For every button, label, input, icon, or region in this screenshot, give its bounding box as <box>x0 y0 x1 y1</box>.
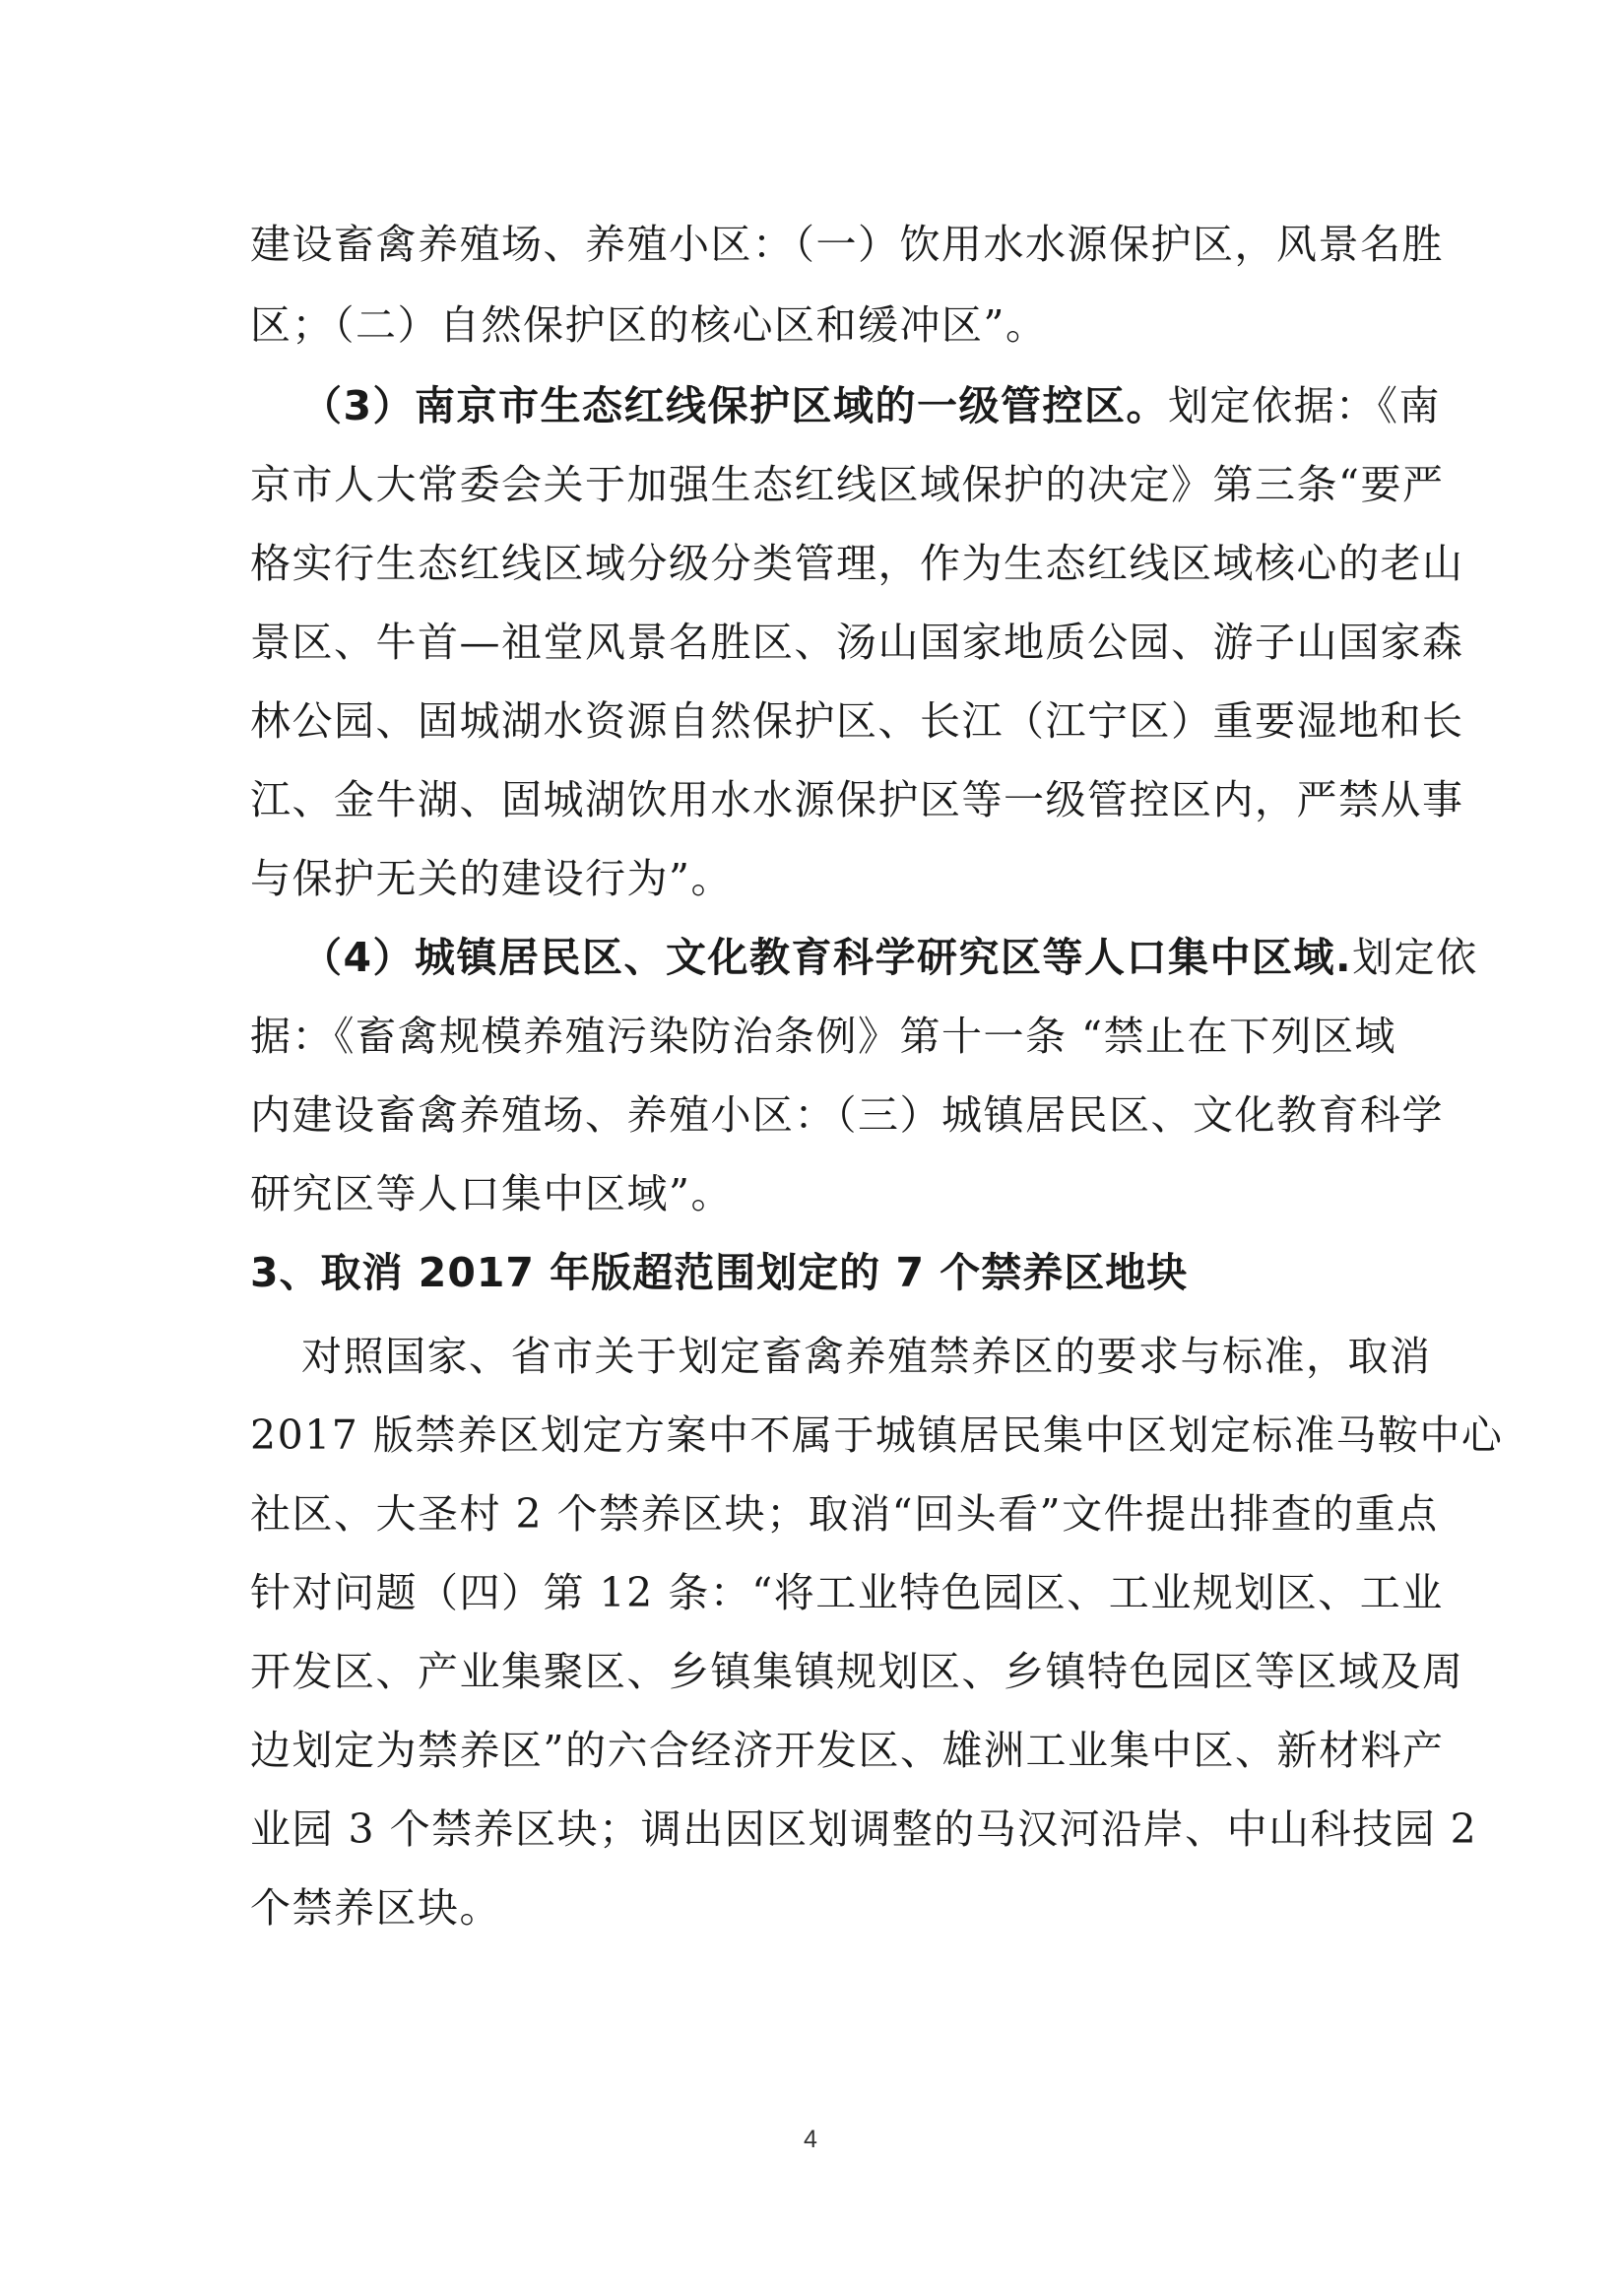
line-text: 社区、大圣村 2 个禁养区块；取消“回头看”文件提出排查的重点 <box>250 1490 1439 1538</box>
line-text: 建设畜禽养殖场、养殖小区：（一）饮用水水源保护区，风景名胜 <box>250 221 1444 268</box>
line-text: 江、金牛湖、固城湖饮用水水源保护区等一级管控区内，严禁从事 <box>250 776 1464 823</box>
line-text: 据：《畜禽规模养殖污染防治条例》第十一条 “禁止在下列区域 <box>250 1013 1396 1060</box>
page-number: 4 <box>804 2126 817 2153</box>
line-text: 格实行生态红线区域分级分类管理，作为生态红线区域核心的老山 <box>250 540 1464 587</box>
line-text: 研究区等人口集中区域”。 <box>250 1170 733 1217</box>
paragraph-line <box>250 1876 1373 1939</box>
paragraph-line <box>250 1719 1445 1782</box>
paragraph-line <box>250 611 1464 674</box>
line-text: 林公园、固城湖水资源自然保护区、长江（江宁区）重要湿地和长 <box>250 697 1464 745</box>
line-text: 个禁养区块。 <box>250 1884 501 1932</box>
line-text: 京市人大常委会关于加强生态红线区域保护的决定》第三条“要严 <box>250 461 1445 508</box>
paragraph-line <box>301 1325 1432 1388</box>
line-text: 针对问题（四）第 12 条：“将工业特色园区、工业规划区、工业 <box>250 1569 1444 1616</box>
heading-text: 3、取消 2017 年版超范围划定的 7 个禁养区地块 <box>250 1249 1189 1296</box>
item-title: （3）南京市生态红线保护区域的一级管控区。 <box>301 382 1169 429</box>
line-text: 内建设畜禽养殖场、养殖小区：（三）城镇居民区、文化教育科学 <box>250 1091 1444 1139</box>
line-text: 业园 3 个禁养区块；调出因区划调整的马汉河沿岸、中山科技园 2 <box>250 1805 1478 1853</box>
paragraph-line <box>250 453 1445 516</box>
paragraph-line <box>250 1640 1464 1703</box>
paragraph-line <box>250 768 1464 831</box>
line-text: 与保护无关的建设行为”。 <box>250 855 733 902</box>
paragraph-line <box>250 1083 1444 1147</box>
paragraph-line <box>250 1005 1396 1068</box>
paragraph-line <box>250 1798 1478 1861</box>
item-title: （4）城镇居民区、文化教育科学研究区等人口集中区域. <box>301 934 1353 981</box>
line-text: 划定依据：《南 <box>1168 382 1442 429</box>
paragraph-line <box>250 1404 1504 1467</box>
line-text: 划定依 <box>1352 934 1478 981</box>
paragraph-line <box>250 1162 1373 1225</box>
paragraph-line <box>250 1561 1444 1624</box>
paragraph-line <box>250 213 1444 276</box>
line-text: 边划定为禁养区”的六合经济开发区、雄洲工业集中区、新材料产 <box>250 1727 1445 1774</box>
paragraph-line <box>250 689 1464 753</box>
paragraph-line <box>250 532 1464 595</box>
paragraph-line <box>301 926 1478 989</box>
paragraph-line <box>301 374 1442 437</box>
line-text: 开发区、产业集聚区、乡镇集镇规划区、乡镇特色园区等区域及周 <box>250 1648 1464 1695</box>
line-text: 景区、牛首—祖堂风景名胜区、汤山国家地质公园、游子山国家森 <box>250 619 1464 666</box>
line-text: 对照国家、省市关于划定畜禽养殖禁养区的要求与标准，取消 <box>301 1333 1432 1380</box>
line-text: 区；（二）自然保护区的核心区和缓冲区”。 <box>250 301 1048 349</box>
section-heading <box>250 1241 1373 1304</box>
paragraph-line <box>250 1482 1439 1545</box>
paragraph-line <box>250 847 1373 910</box>
paragraph-line <box>250 294 1373 357</box>
line-text: 2017 版禁养区划定方案中不属于城镇居民集中区划定标准马鞍中心 <box>250 1411 1504 1459</box>
